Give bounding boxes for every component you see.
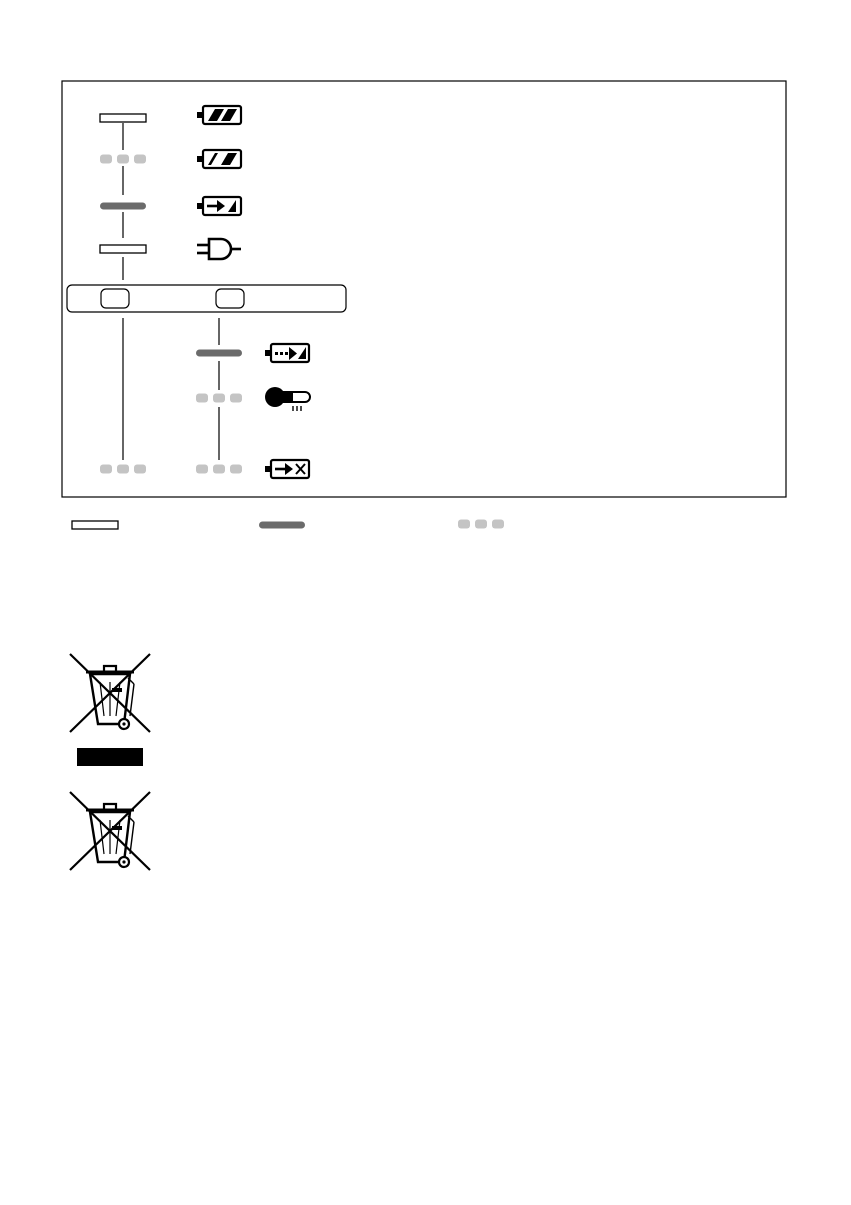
led-state-blinking bbox=[196, 394, 242, 403]
led-state-blinking bbox=[100, 155, 146, 164]
legend-led-on bbox=[259, 522, 305, 529]
legend-led-off bbox=[72, 521, 118, 529]
led-state-on bbox=[196, 350, 242, 357]
battery-charging-icon bbox=[197, 150, 241, 168]
battery-insert-icon bbox=[197, 197, 241, 215]
battery-full-icon bbox=[197, 106, 241, 124]
crossed-bin-icon bbox=[70, 792, 150, 870]
led-state-off bbox=[100, 245, 146, 253]
thermometer-icon bbox=[265, 387, 310, 411]
led-state-on bbox=[100, 203, 146, 210]
branch-box bbox=[67, 285, 346, 312]
crossed-bin-icon bbox=[70, 654, 150, 732]
disposal-bar bbox=[77, 748, 143, 766]
led-state-blinking bbox=[196, 465, 242, 474]
led-state-blinking bbox=[100, 465, 146, 474]
led-state-off bbox=[100, 114, 146, 122]
legend-led-blinking bbox=[458, 520, 504, 529]
plug-icon bbox=[197, 239, 241, 259]
battery-fault-icon bbox=[265, 460, 309, 478]
battery-wait-icon bbox=[265, 344, 309, 362]
